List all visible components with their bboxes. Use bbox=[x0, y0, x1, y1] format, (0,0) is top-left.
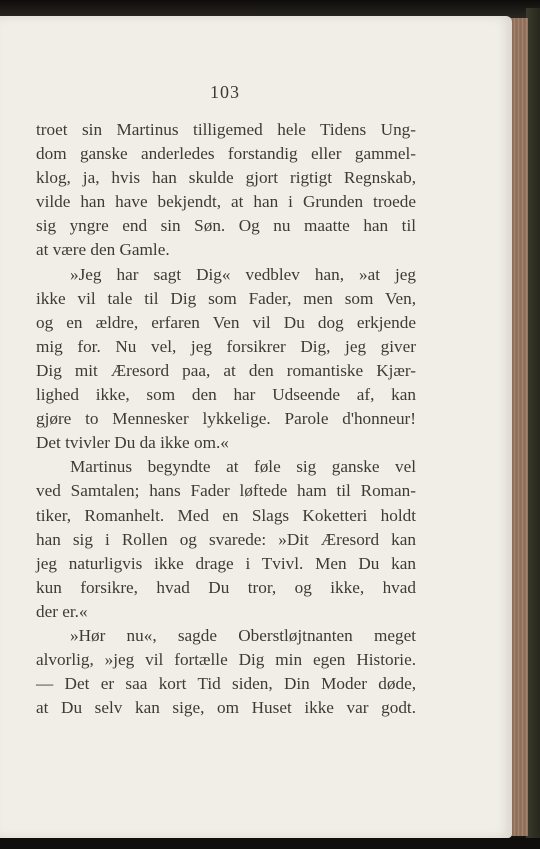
text-line: jeg naturligvis ikke drage i Tvivl. Men Du kan bbox=[36, 553, 416, 573]
text-line: ikke vil tale til Dig som Fader, men som Ven, bbox=[36, 288, 416, 308]
text-line: mig for. Nu vel, jeg forsikrer Dig, jeg giver bbox=[36, 336, 416, 356]
text-line: der er.« bbox=[36, 601, 88, 621]
text-line: alvorlig, »jeg vil fortælle Dig min egen Historie. bbox=[36, 650, 416, 670]
text-line: tiker, Romanhelt. Med en Slags Koketteri holdt bbox=[36, 505, 416, 525]
text-line: at være den Gamle. bbox=[36, 240, 170, 260]
text-line: gjøre to Mennesker lykkelige. Parole d'honneur! bbox=[36, 409, 416, 429]
text-line: Martinus begyndte at føle sig ganske vel bbox=[70, 457, 416, 477]
text-line: dom ganske anderledes forstandig eller gammel- bbox=[36, 144, 416, 164]
text-line: vilde han have bekjendt, at han i Grunden troede bbox=[36, 192, 416, 212]
book-cover-edge bbox=[526, 8, 540, 842]
text-line: han sig i Rollen og svarede: »Dit Æresord kan bbox=[36, 529, 416, 549]
scan-bottom-shadow bbox=[0, 838, 540, 849]
text-line: ved Samtalen; hans Fader løftede ham til Roman- bbox=[36, 481, 416, 501]
text-line: Dig mit Æresord paa, at den romantiske Kjær- bbox=[36, 360, 416, 380]
body-text bbox=[36, 118, 416, 720]
text-line: »Jeg har sagt Dig« vedblev han, »at jeg bbox=[70, 264, 416, 284]
text-line: klog, ja, hvis han skulde gjort rigtigt Regnskab, bbox=[36, 168, 416, 188]
text-line: Det tvivler Du da ikke om.« bbox=[36, 433, 229, 453]
page-number: 103 bbox=[210, 82, 240, 102]
text-line: kun forsikre, hvad Du tror, og ikke, hvad bbox=[36, 577, 416, 597]
text-line: at Du selv kan sige, om Huset ikke var godt. bbox=[36, 698, 416, 718]
text-line: og en ældre, erfaren Ven vil Du dog erkjende bbox=[36, 312, 416, 332]
text-line: — Det er saa kort Tid siden, Din Moder døde, bbox=[36, 674, 416, 694]
text-line: lighed ikke, som den har Udseende af, kan bbox=[36, 385, 416, 405]
text-line: »Hør nu«, sagde Oberstløjtnanten meget bbox=[70, 625, 416, 645]
text-line: troet sin Martinus tilligemed hele Tidens Ung- bbox=[36, 120, 416, 139]
text-line: sig yngre end sin Søn. Og nu maatte han til bbox=[36, 216, 416, 236]
